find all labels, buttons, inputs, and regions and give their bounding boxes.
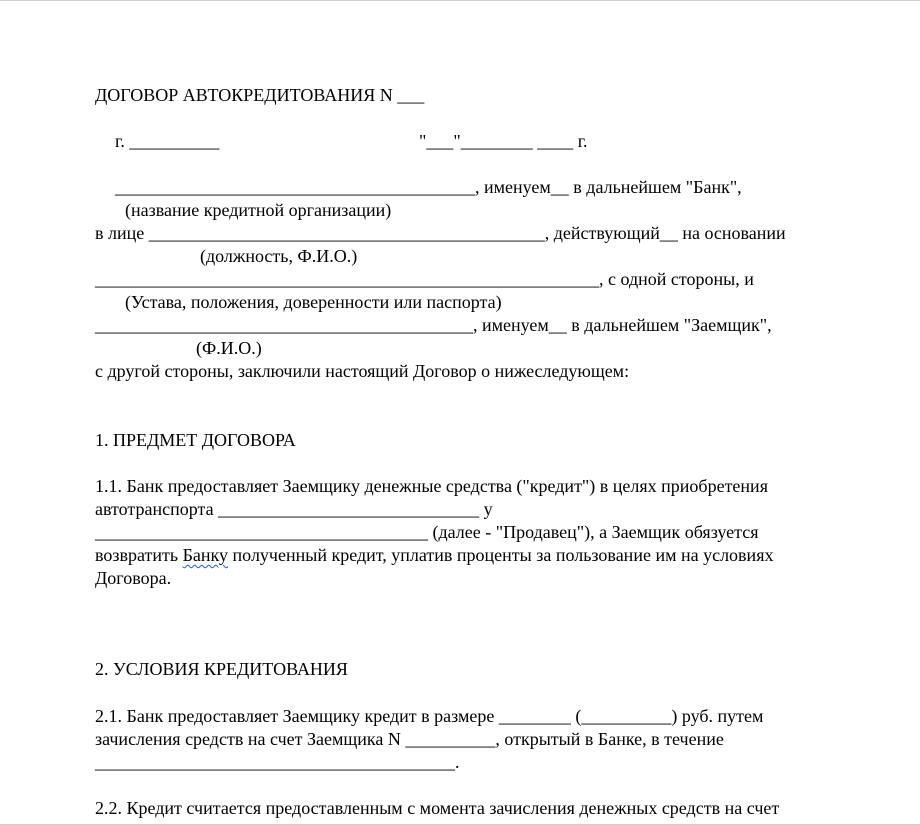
party-bank-caption: (название кредитной организации): [125, 200, 392, 220]
clause-1-1-line: _____________________________________ (далее - "Продавец"), а Заемщик обязуется: [95, 522, 759, 542]
parties-conclusion: с другой стороны, заключили настоящий Договор о нижеследующем:: [95, 361, 630, 381]
clause-2-1-line: ________________________________________.: [95, 752, 460, 772]
clause-text: возвратить: [95, 545, 183, 565]
document-title: ДОГОВОР АВТОКРЕДИТОВАНИЯ N ___: [95, 85, 425, 105]
party-representative-caption: (должность, Ф.И.О.): [200, 246, 358, 266]
clause-2-1-line: 2.1. Банк предоставляет Заемщику кредит в размере ________ (__________) руб. путем: [95, 706, 764, 726]
section-2-heading: 2. УСЛОВИЯ КРЕДИТОВАНИЯ: [95, 659, 348, 679]
clause-1-1-line: автотранспорта _____________________________ у: [95, 499, 493, 519]
place-line: г. __________: [115, 131, 220, 151]
date-line: "___"________ ____ г.: [419, 131, 588, 151]
party-representative-line: в лице ____________________________________________, действующий__ на основании: [95, 223, 786, 243]
party-bank-line: ________________________________________, именуем__ в дальнейшем "Банк",: [115, 177, 742, 197]
party-borrower-caption: (Ф.И.О.): [196, 338, 262, 358]
clause-text: полученный кредит, уплатив проценты за пользование им на условиях: [228, 545, 774, 565]
party-basis-line: ________________________________________________________, с одной стороны, и: [95, 269, 754, 289]
clause-1-1-line: Договора.: [95, 568, 172, 588]
clause-2-2-line: 2.2. Кредит считается предоставленным с момента зачисления денежных средств на счет: [95, 798, 780, 818]
spellcheck-flagged-word[interactable]: Банку: [182, 545, 229, 565]
clause-1-1-line: [95, 544, 773, 567]
party-basis-caption: (Устава, положения, доверенности или паспорта): [125, 292, 502, 312]
party-borrower-line: __________________________________________, именуем__ в дальнейшем "Заемщик",: [95, 315, 772, 335]
clause-1-1-line: 1.1. Банк предоставляет Заемщику денежные средства ("кредит") в целях приобретения: [95, 476, 768, 496]
section-1-heading: 1. ПРЕДМЕТ ДОГОВОРА: [95, 430, 296, 450]
clause-2-1-line: зачисления средств на счет Заемщика N __________, открытый в Банке, в течение: [95, 729, 724, 749]
